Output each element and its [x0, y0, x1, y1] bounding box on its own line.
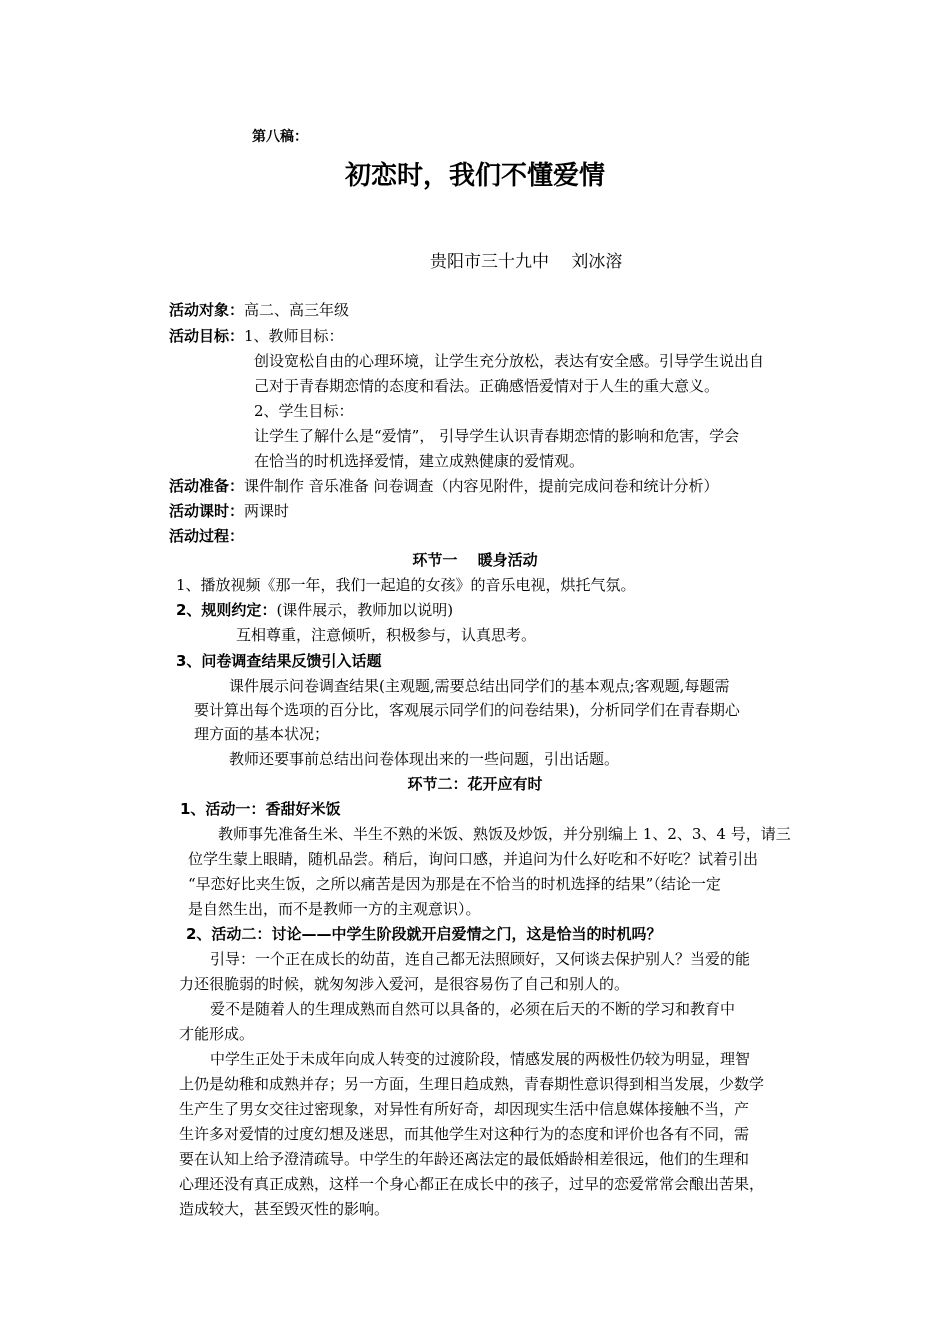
page-title: 初恋时，我们不懂爱情 — [344, 161, 605, 191]
prep-label: 活动准备： — [169, 477, 245, 495]
section2-act2-p1-1: 引导：一个正在成长的幼苗，连自己都无法照顾好，又何谈去保护别人？当爱的能 — [210, 950, 751, 968]
section2-act2-p3-6: 心理还没有真正成熟，这样一个身心都正在成长中的孩子，过早的恋爱常常会酿出苦果， — [179, 1175, 765, 1193]
section2-act1-p-4: 是自然生出，而不是教师一方的主观意识）。 — [188, 900, 481, 918]
section1-item3-p2: 教师还要事前总结出问卷体现出来的一些问题，引出话题。 — [229, 750, 620, 768]
hours-label: 活动课时： — [169, 502, 245, 520]
section1-item2 — [176, 600, 453, 620]
goal-row — [169, 326, 344, 346]
goal-teacher-text-1: 创设宽松自由的心理环境，让学生充分放松，表达有安全感。引导学生说出自 — [254, 352, 765, 370]
section2-act2-p3-5: 要在认知上给予澄清疏导。中学生的年龄还离法定的最低婚龄相差很远，他们的生理和 — [179, 1150, 750, 1168]
prep-value: 课件制作 音乐准备 问卷调查（内容见附件，提前完成问卷和统计分析） — [244, 477, 719, 495]
goal-student-text-1: 让学生了解什么是“爱情”， 引导学生认识青春期恋情的影响和危害，学会 — [254, 427, 740, 445]
section2-act1: 1、活动一：香甜好米饭 — [180, 800, 341, 818]
section2-act2-p1-2: 力还很脆弱的时候，就匆匆涉入爱河，是很容易伤了自己和别人的。 — [179, 975, 630, 993]
goal-teacher-heading: 1、教师目标： — [244, 327, 344, 345]
goal-student-text-2: 在恰当的时机选择爱情，建立成熟健康的爱情观。 — [254, 452, 585, 470]
section2-act2-p3-1: 中学生正处于未成年向成人转变的过渡阶段，情感发展的两极性仍较为明显，理智 — [210, 1050, 751, 1068]
section2-act1-p-3: “早恋好比夹生饭，之所以痛苦是因为那是在不恰当的时机选择的结果”（结论一定 — [188, 875, 721, 893]
section2-act1-p-2: 位学生蒙上眼睛，随机品尝。稍后，询问口感，并追问为什么好吃和不好吃？试着引出 — [188, 850, 759, 868]
section1-item2-label: 2、规则约定： — [176, 601, 277, 619]
author-line: 贵阳市三十九中 刘冰溶 — [430, 252, 623, 272]
target-label: 活动对象： — [169, 301, 245, 319]
process-label: 活动过程： — [169, 527, 245, 545]
section2-act2-p3-3: 生产生了男女交往过密现象，对异性有所好奇，却因现实生活中信息媒体接触不当，产 — [179, 1100, 750, 1118]
hours-row — [169, 501, 289, 521]
section2-act2-p3-4: 生许多对爱情的过度幻想及迷思，而其他学生对这种行为的态度和评价也各有不同，需 — [179, 1125, 750, 1143]
section2-act2: 2、活动二：讨论——中学生阶段就开启爱情之门，这是恰当的时机吗？ — [186, 925, 662, 943]
section1-item2-text: (课件展示，教师加以说明) — [276, 601, 454, 619]
target-value: 高二、高三年级 — [244, 301, 350, 319]
section1-item3: 3、问卷调查结果反馈引入话题 — [176, 652, 382, 670]
section2-act2-p2-1: 爱不是随着人的生理成熟而自然可以具备的，必须在后天的不断的学习和教育中 — [210, 1000, 736, 1018]
goal-student-heading: 2、学生目标： — [254, 402, 354, 420]
prep-row — [169, 476, 719, 496]
section1-item1: 1、播放视频《那一年，我们一起追的女孩》的音乐电视，烘托气氛。 — [176, 576, 636, 594]
section2-title: 环节二：花开应有时 — [407, 775, 543, 793]
section1-title: 环节一 暖身活动 — [412, 551, 538, 569]
section2-act2-p3-7: 造成较大，甚至毁灭性的影响。 — [179, 1200, 390, 1218]
target-row — [169, 300, 349, 320]
section2-act2-p2-2: 才能形成。 — [179, 1025, 255, 1043]
goal-teacher-text-2: 己对于青春期恋情的态度和看法。正确感悟爱情对于人生的重大意义。 — [254, 377, 720, 395]
section1-item3-p1-1: 课件展示问卷调查结果(主观题,需要总结出同学们的基本观点;客观题,每题需 — [229, 677, 730, 695]
section1-item3-p1-3: 理方面的基本状况； — [194, 725, 330, 743]
section1-item2-rules: 互相尊重，注意倾听，积极参与，认真思考。 — [236, 626, 537, 644]
draft-label: 第八稿： — [252, 129, 308, 145]
section2-act2-p3-2: 上仍是幼稚和成熟并存；另一方面，生理日趋成熟，青春期性意识得到相当发展，少数学 — [179, 1075, 765, 1093]
goal-label: 活动目标： — [169, 327, 245, 345]
section1-item3-p1-2: 要计算出每个选项的百分比，客观展示同学们的问卷结果)，分析同学们在青春期心 — [194, 701, 740, 719]
hours-value: 两课时 — [244, 502, 290, 520]
section2-act1-p-1: 教师事先准备生米、半生不熟的米饭、熟饭及炒饭，并分别编上 1、2、3、4 号，请三 — [218, 825, 791, 843]
